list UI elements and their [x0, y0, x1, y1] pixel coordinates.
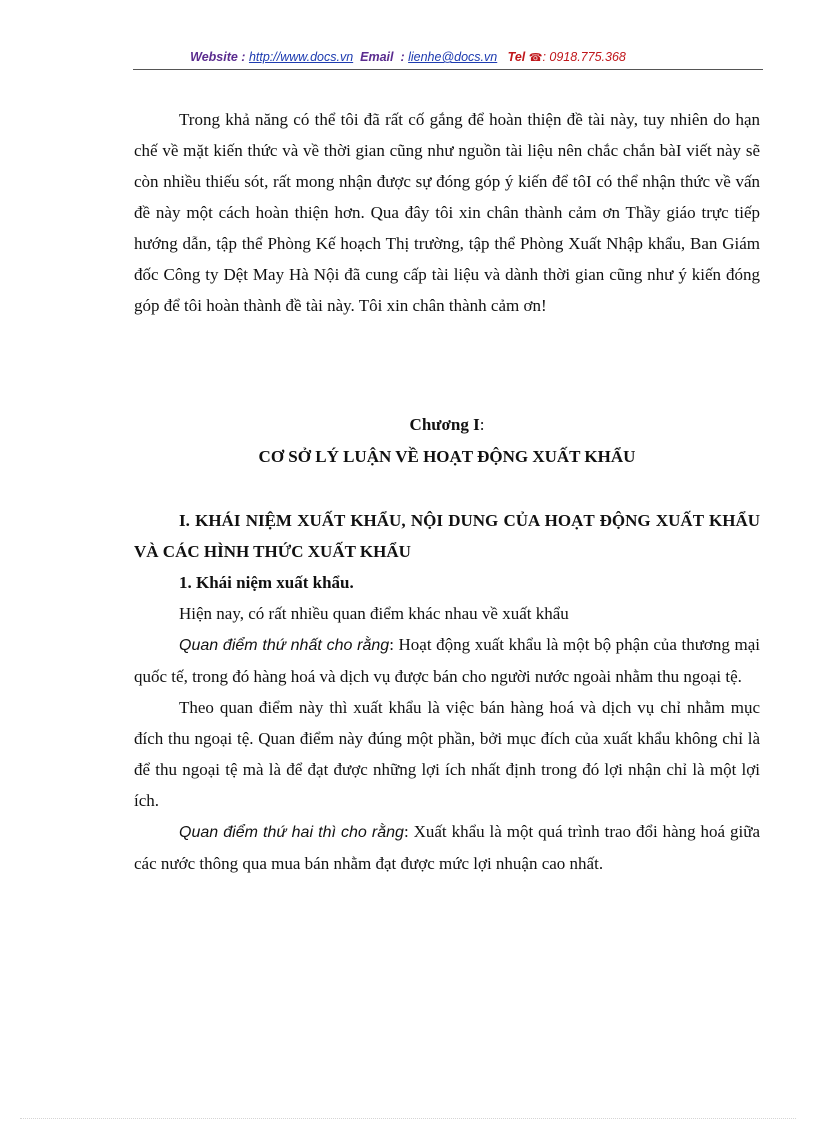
header-divider [133, 69, 763, 70]
chapter-number: Chương I [409, 415, 480, 434]
paragraph-2-rest: : Hoạt động xuất khẩu là một bộ phận của thương mại quốc tế, trong đó hàng hoá và dịch vụ được bán cho người nước ngoài nhằm thu ngoại tệ. [134, 635, 760, 686]
subsection-heading: 1. Khái niệm xuất khẩu. [179, 573, 354, 592]
paragraph-3: Theo quan điểm này thì xuất khẩu là việc bán hàng hoá và dịch vụ chỉ nhằm mục đích thu ngoại tệ. Quan điểm này đúng một phần, bởi mục đích của xuất khẩu không chỉ là để thu ngoại tệ mà là để đạt được những lợi ích nhất định trong đó lợi nhận chỉ là một lợi ích. [134, 698, 760, 810]
chapter-colon: : [479, 415, 485, 434]
tel-label: Tel [507, 50, 526, 64]
email-link[interactable]: lienhe@docs.vn [408, 50, 498, 64]
email-label: Email [360, 50, 394, 64]
footer-divider [20, 1118, 796, 1119]
chapter-title: CƠ SỞ LÝ LUẬN VỀ HOẠT ĐỘNG XUẤT KHẨU [258, 447, 636, 466]
spacer [134, 472, 760, 505]
email-separator: : [400, 50, 405, 64]
paragraph-4-rest: : Xuất khẩu là một quá trình trao đổi hàng hoá giữa các nước thông qua mua bán nhằm đạt được mức lợi nhuận cao nhất. [134, 822, 760, 873]
document-body [134, 104, 760, 879]
paragraph-4 [134, 816, 760, 879]
spacer [134, 321, 760, 409]
website-label: Website : [190, 50, 246, 64]
phone-icon: ☎ [528, 52, 543, 64]
paragraph-2-lead: Quan điểm thứ nhất cho rằng [179, 637, 390, 654]
chapter-label [134, 409, 760, 440]
website-link[interactable]: http://www.docs.vn [248, 50, 354, 64]
page-header [0, 50, 816, 64]
paragraph-2 [134, 629, 760, 692]
paragraph-4-lead: Quan điểm thứ hai thì cho rằng [179, 824, 404, 841]
paragraph-1: Hiện nay, có rất nhiều quan điểm khác nhau về xuất khẩu [179, 604, 569, 623]
section-heading: I. KHÁI NIỆM XUẤT KHẨU, NỘI DUNG CỦA HOẠT ĐỘNG XUẤT KHẨU VÀ CÁC HÌNH THỨC XUẤT KHẨU [134, 511, 760, 561]
intro-paragraph: Trong khả năng có thể tôi đã rất cố gắng để hoàn thiện đề tài này, tuy nhiên do hạn chế về mặt kiến thức và về thời gian cũng như nguồn tài liệu nên chắc chắn bàI viết này sẽ còn nhiều thiếu sót, rất mong nhận được sự đóng góp ý kiến để tôI có thể nhận thức về vấn đề này một cách hoàn thiện hơn. Qua đây tôi xin chân thành cảm ơn Thầy giáo trực tiếp hướng dẫn, tập thể Phòng Kế hoạch Thị trường, tập thể Phòng Xuất Nhập khẩu, Ban Giám đốc Công ty Dệt May Hà Nội đã cung cấp tài liệu và dành thời gian cũng như ý kiến đóng góp để tôi hoàn thành đề tài này. Tôi xin chân thành cảm ơn! [134, 110, 760, 315]
tel-value: : 0918.775.368 [542, 50, 626, 64]
